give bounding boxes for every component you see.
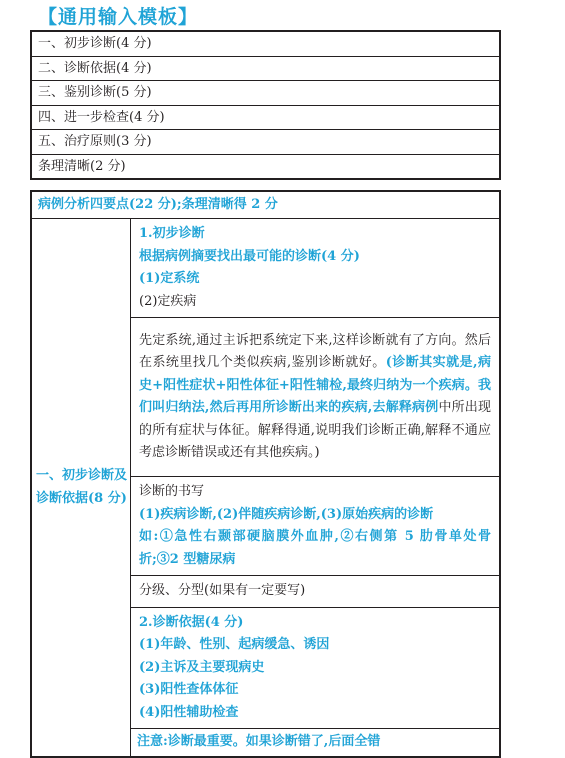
outline-item-3: 三、鉴别诊断(5 分) xyxy=(31,81,500,106)
section2-item-2: (2)主诉及主要现病史 xyxy=(139,659,265,675)
outline-item-5: 五、治疗原则(3 分) xyxy=(31,130,500,155)
writing-line-2: 如:①急性右颞部硬脑膜外血肿,②右侧第 5 肋骨单处骨折;③2 型糖尿病 xyxy=(139,529,491,567)
grading-cell: 分级、分型(如果有一定要写) xyxy=(131,576,501,608)
explanation-text-highlight: (诊断其实就是,病史+阳性症状+阳性体征+阳性辅检,最终归纳为一个疾病。我们叫归纳法,然后再用所诊断出来的疾病,去解释病例 xyxy=(139,355,491,415)
explanation-text-1: 先定系统,通过主诉把系统定下来,这样诊断就有了方向。然后在系统里找几个类似疾病,鉴别诊断就好。 xyxy=(139,332,491,370)
explanation-text-2: 中所出现的所有症状与体征。解释得通,说明我们诊断正确,解释不通应考虑诊断错误或还有其他疾病。) xyxy=(139,400,491,460)
explanation-cell xyxy=(131,318,501,477)
section1-item-2: (2)定疾病 xyxy=(139,293,197,309)
writing-heading: 诊断的书写 xyxy=(139,484,205,499)
section2-item-4: (4)阳性辅助检查 xyxy=(139,704,239,720)
outline-item-4: 四、进一步检查(4 分) xyxy=(31,105,500,130)
section1-sub: 根据病例摘要找出最可能的诊断(4 分) xyxy=(139,248,360,264)
section2-heading: 2.诊断依据(4 分) xyxy=(139,614,244,630)
row-label-line-2: 诊断依据(8 分) xyxy=(36,490,127,506)
outline-table xyxy=(30,30,501,180)
initial-diagnosis-cell xyxy=(131,219,501,318)
row-label-line-1: 一、初步诊断及 xyxy=(36,468,128,483)
section2-item-3: (3)阳性查体体征 xyxy=(139,682,239,697)
diagnostic-basis-cell xyxy=(131,607,501,729)
section1-item-1: (1)定系统 xyxy=(139,271,200,286)
outline-item-2: 二、诊断依据(4 分) xyxy=(31,56,500,81)
table-header: 病例分析四要点(22 分);条理清晰得 2 分 xyxy=(31,191,500,219)
section2-item-1: (1)年龄、性别、起病缓急、诱因 xyxy=(139,637,330,652)
table-footer: 注意:诊断最重要。如果诊断错了,后面全错 xyxy=(131,729,501,758)
page-title: 【通用输入模板】 xyxy=(38,6,199,28)
diagnosis-writing-cell xyxy=(131,477,501,576)
row-label xyxy=(31,219,131,758)
case-analysis-table xyxy=(30,190,501,758)
outline-item-6: 条理清晰(2 分) xyxy=(38,158,126,174)
section1-heading: 1.初步诊断 xyxy=(139,226,205,241)
writing-line-1: (1)疾病诊断,(2)伴随疾病诊断,(3)原始疾病的诊断 xyxy=(139,506,434,522)
outline-item-1: 一、初步诊断(4 分) xyxy=(31,31,500,56)
